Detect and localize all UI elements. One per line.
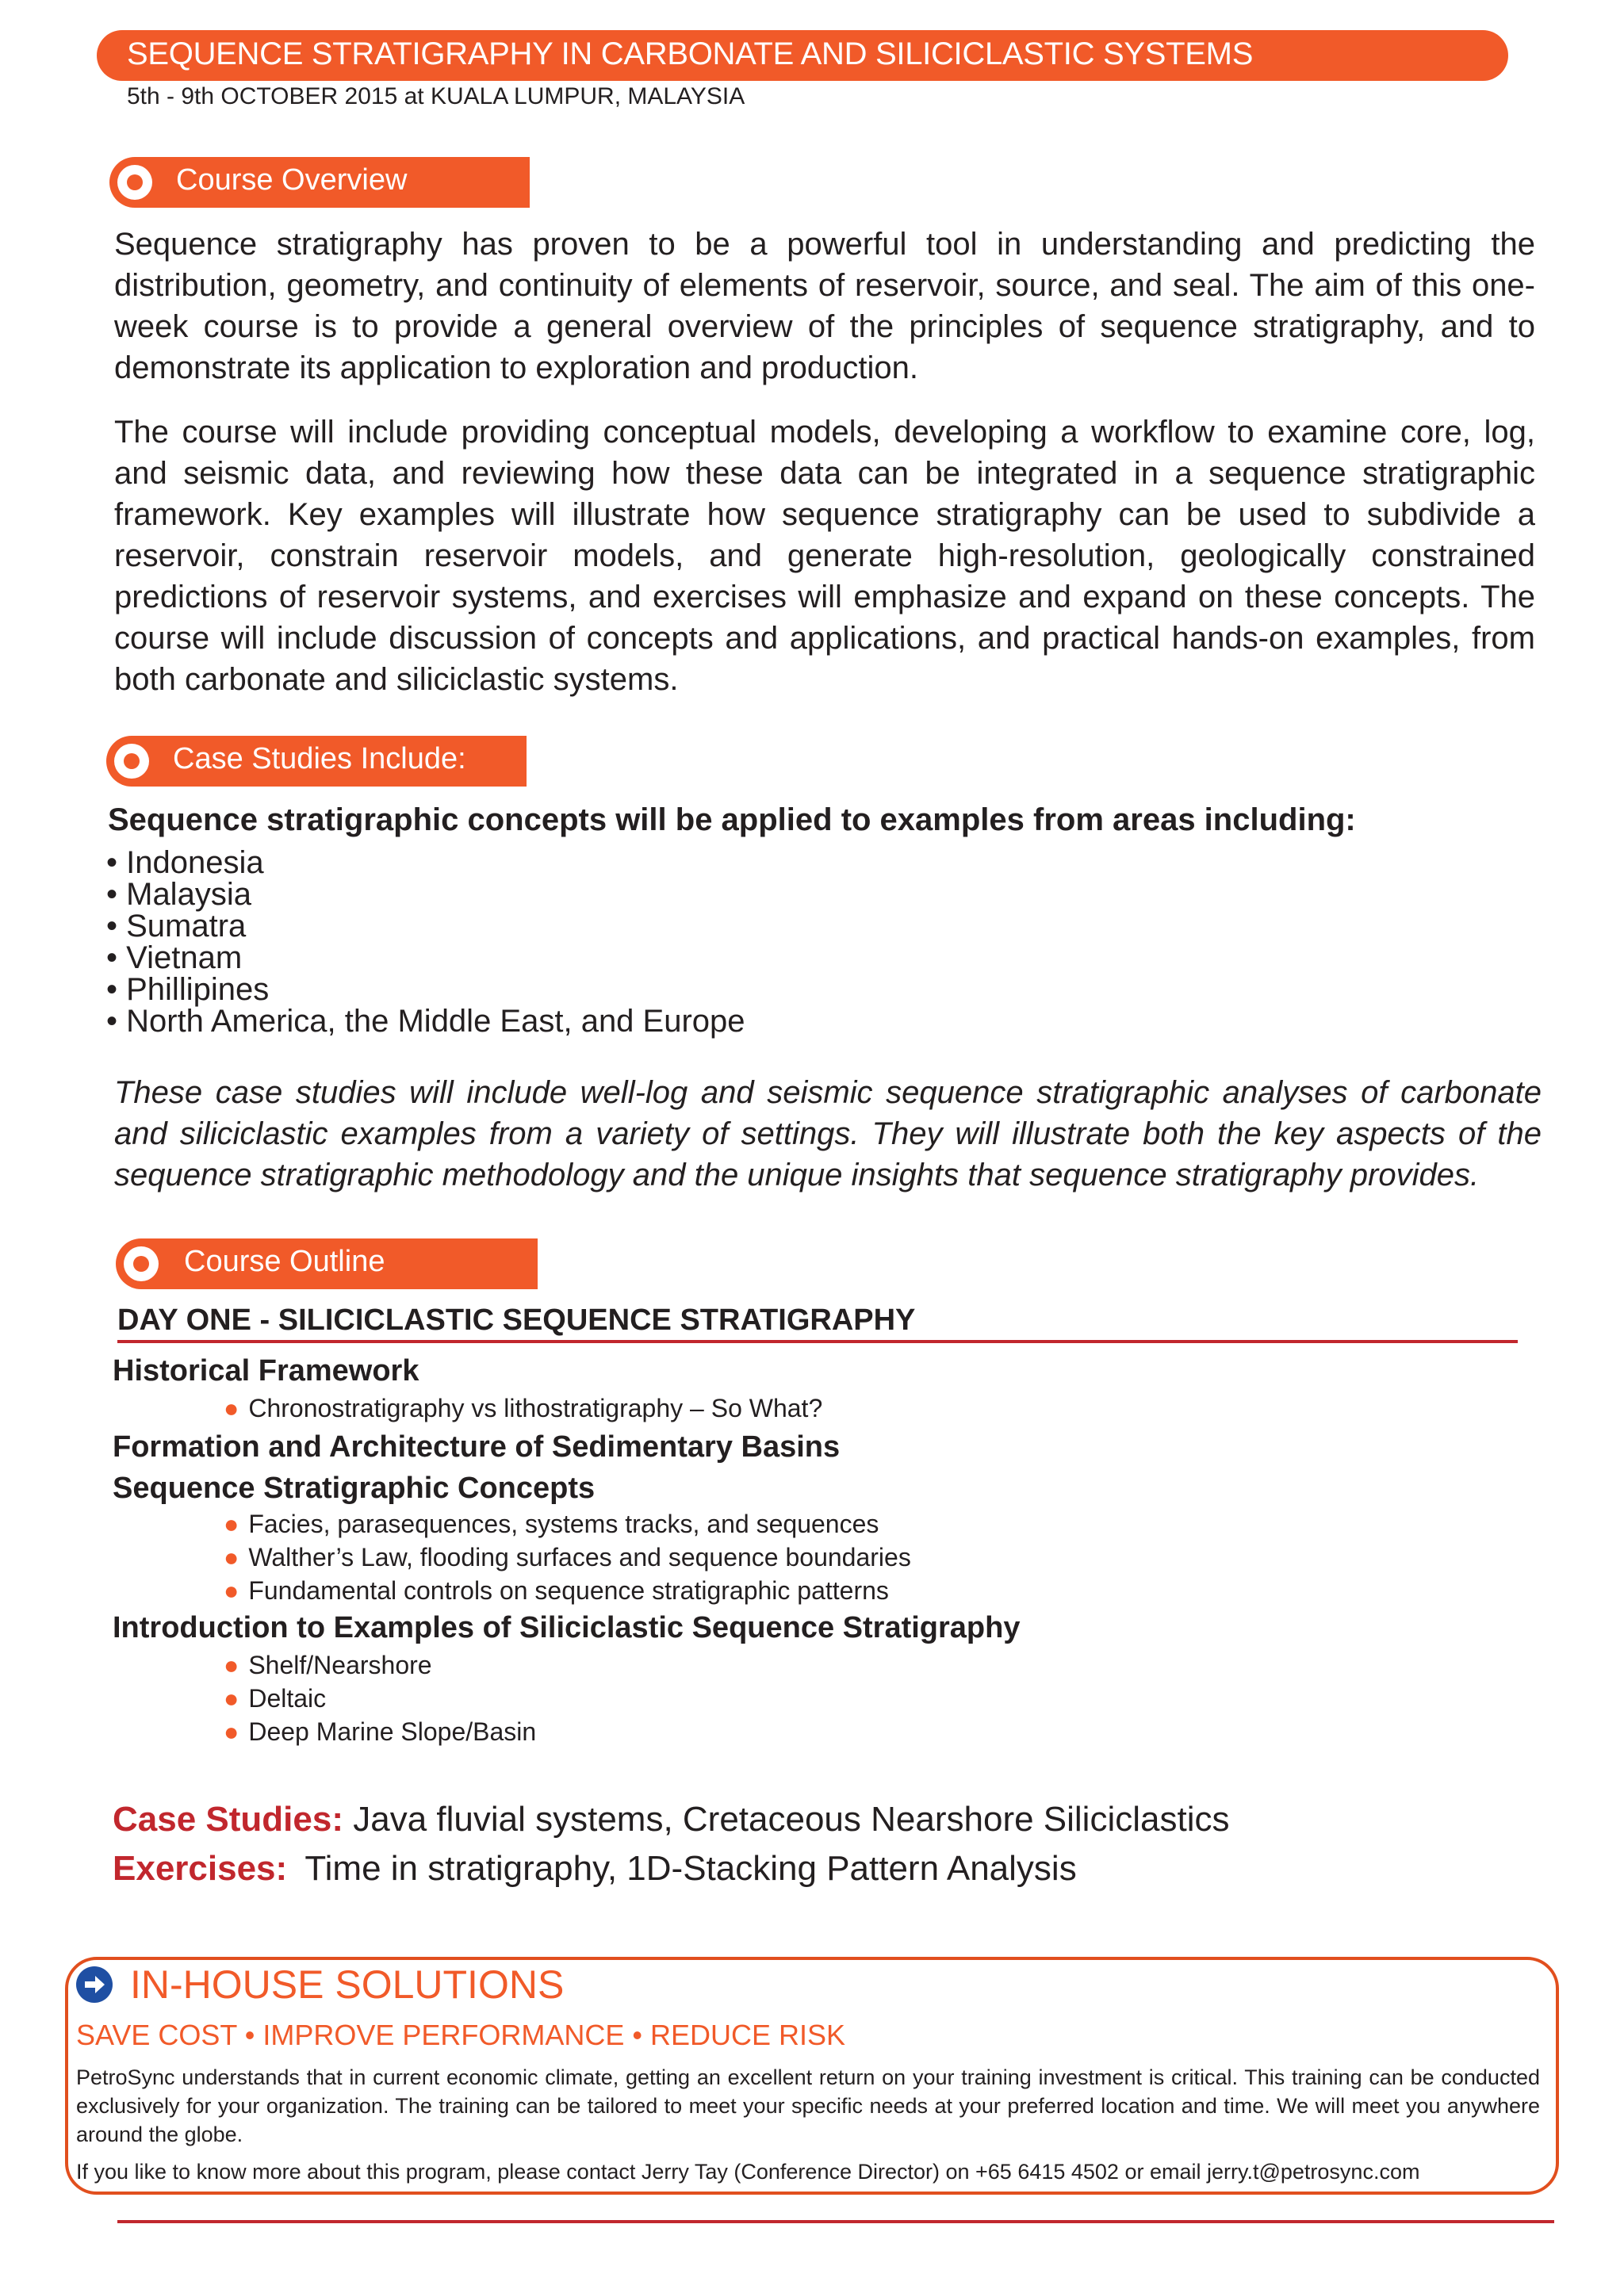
outline-bullet: ● Fundamental controls on sequence stratigraphic patterns bbox=[224, 1576, 889, 1605]
overview-paragraph-2: The course will include providing conceptual models, developing a workflow to examine core, log, and seismic data, and reviewing how these data can be integrated in a sequence stratigraphic framework. Key examples will illustrate how sequence stratigraphy can be used to subdivide a reservoir, constrain reservoir models, and generate high-resolution, geologically constrained predictions of reservoir systems, and exercises will emphasize and expand on these concepts. The course will include discussion of concepts and applications, and practical hands-on examples, from both carbonate and siliciclastic systems. bbox=[114, 415, 1535, 697]
arrow-right-circle-icon bbox=[76, 1966, 113, 2003]
day-title-divider bbox=[117, 1340, 1518, 1343]
outline-bullet: ● Deltaic bbox=[224, 1684, 327, 1713]
section-heading-outline: Course Outline bbox=[184, 1245, 385, 1278]
footer-divider bbox=[117, 2220, 1554, 2223]
bullet-dot-icon: ● bbox=[224, 1510, 239, 1538]
exercises-label: Exercises: bbox=[113, 1849, 288, 1888]
bullet-dot-icon: ● bbox=[224, 1684, 239, 1713]
inhouse-contact: If you like to know more about this program, please contact Jerry Tay (Conference Director) on +65 6415 4502 or email jerry.t@petrosync.com bbox=[76, 2160, 1420, 2184]
list-item: • Phillipines bbox=[106, 972, 270, 1007]
circle-bullet-icon bbox=[114, 744, 149, 779]
section-heading-case-studies: Case Studies Include: bbox=[173, 742, 466, 775]
exercises-summary bbox=[113, 1849, 1077, 1889]
day-one-title: DAY ONE - SILICICLASTIC SEQUENCE STRATIGRAPHY bbox=[117, 1303, 916, 1337]
outline-bullet: ● Walther’s Law, flooding surfaces and sequence boundaries bbox=[224, 1543, 911, 1571]
inhouse-tagline: SAVE COST • IMPROVE PERFORMANCE • REDUCE RISK bbox=[76, 2019, 846, 2051]
outline-topic: Formation and Architecture of Sedimentary Basins bbox=[113, 1430, 841, 1464]
outline-bullet: ● Chronostratigraphy vs lithostratigraphy – So What? bbox=[224, 1394, 823, 1422]
circle-bullet-icon bbox=[124, 1246, 159, 1281]
course-date-location: 5th - 9th OCTOBER 2015 at KUALA LUMPUR, MALAYSIA bbox=[127, 83, 745, 109]
case-studies-summary bbox=[113, 1800, 1229, 1839]
case-studies-lead: Sequence stratigraphic concepts will be applied to examples from areas including: bbox=[108, 802, 1356, 837]
case-studies-note: These case studies will include well-log and seismic sequence stratigraphic analyses of carbonate and siliciclastic examples from a variety of settings. They will illustrate both the key aspects of the sequence stratigraphic methodology and the unique insights that sequence stratigraphy provides. bbox=[114, 1075, 1542, 1192]
bullet-dot-icon: ● bbox=[224, 1651, 239, 1679]
list-item: • Sumatra bbox=[106, 909, 247, 944]
outline-bullet: ● Shelf/Nearshore bbox=[224, 1651, 432, 1679]
outline-topic: Introduction to Examples of Siliciclastic Sequence Stratigraphy bbox=[113, 1611, 1021, 1644]
case-study-area-list bbox=[106, 847, 745, 1037]
case-studies-text: Java fluvial systems, Cretaceous Nearshore Siliciclastics bbox=[353, 1800, 1230, 1839]
bullet-dot-icon: ● bbox=[224, 1717, 239, 1746]
course-title: SEQUENCE STRATIGRAPHY IN CARBONATE AND SILICICLASTIC SYSTEMS bbox=[127, 36, 1254, 71]
list-item: • Vietnam bbox=[106, 940, 243, 975]
outline-bullet: ● Facies, parasequences, systems tracks, and sequences bbox=[224, 1510, 879, 1538]
inhouse-body: PetroSync understands that in current economic climate, getting an excellent return on your training investment is critical. This training can be conducted exclusively for your organization. The training can be tailored to meet your specific needs at your preferred location and time. We will meet you anywhere around the globe. bbox=[76, 2065, 1540, 2146]
outline-bullet: ● Deep Marine Slope/Basin bbox=[224, 1717, 537, 1746]
exercises-text: Time in stratigraphy, 1D-Stacking Pattern Analysis bbox=[304, 1849, 1077, 1888]
list-item: • North America, the Middle East, and Europe bbox=[106, 1004, 745, 1039]
inhouse-title: IN-HOUSE SOLUTIONS bbox=[130, 1962, 565, 2007]
outline-topic: Sequence Stratigraphic Concepts bbox=[113, 1472, 596, 1505]
section-heading-overview: Course Overview bbox=[176, 163, 408, 197]
outline-topic: Historical Framework bbox=[113, 1354, 419, 1388]
bullet-dot-icon: ● bbox=[224, 1543, 239, 1571]
case-studies-label: Case Studies: bbox=[113, 1800, 343, 1839]
list-item: • Malaysia bbox=[106, 877, 251, 912]
overview-paragraph-1: Sequence stratigraphy has proven to be a powerful tool in understanding and predicting the distribution, geometry, and continuity of elements of reservoir, source, and seal. The aim of this one-week course is to provide a general overview of the principles of sequence stratigraphy, and to demonstrate its application to exploration and production. bbox=[114, 227, 1535, 385]
bullet-dot-icon: ● bbox=[224, 1576, 239, 1605]
bullet-dot-icon: ● bbox=[224, 1394, 239, 1422]
circle-bullet-icon bbox=[117, 165, 152, 200]
list-item: • Indonesia bbox=[106, 845, 264, 880]
